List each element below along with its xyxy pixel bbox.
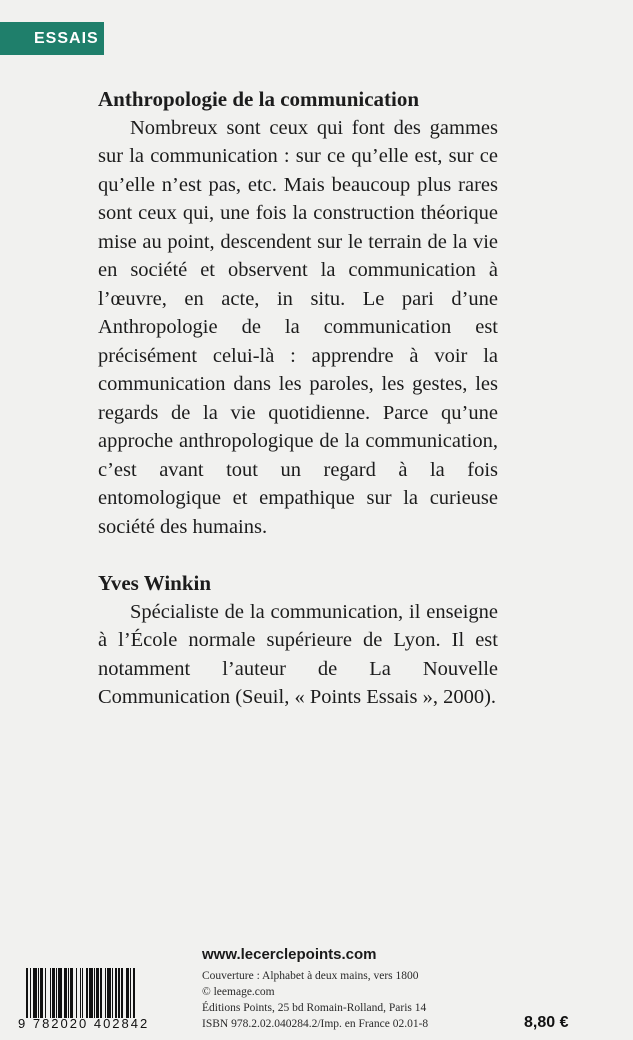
website-link[interactable]: www.lecerclepoints.com <box>202 946 377 963</box>
book-title: Anthropologie de la communication <box>98 87 420 111</box>
author-name: Yves Winkin <box>98 571 212 595</box>
book-description: Nombreux sont ceux qui font des gammes sur la communication : sur ce qu’elle est, sur ce qu’elle n’est pas, etc. Mais beaucoup plus rares sont ceux qui, une fois la construction théorique mise au point, descendent sur le terrain de la vie en société et observent la communication à l’œuvre, en acte, in situ. Le pari d’une Anthropologie de la communication est précisément celui-là : apprendre à voir la communication dans les paroles, les gestes, les regards de la vie quotidienne. Parce qu’une approche anthropologique de la communication, c’est avant tout un regard à la fois entomologique et empathique sur la curieuse société des humains. <box>98 116 498 538</box>
isbn-line: ISBN 978.2.02.040284.2/Imp. en France 02.01-8 <box>202 1018 429 1030</box>
credits-block <box>202 968 428 1032</box>
back-cover-text <box>98 85 498 712</box>
price: 8,80 € <box>524 1014 569 1031</box>
photo-credit: © leemage.com <box>202 986 275 998</box>
footer <box>0 944 633 1040</box>
cover-credit: Couverture : Alphabet à deux mains, vers 1800 <box>202 970 419 982</box>
series-tab <box>0 22 104 55</box>
series-label: ESSAIS <box>34 29 99 47</box>
publisher-address: Éditions Points, 25 bd Romain-Rolland, Paris 14 <box>202 1002 427 1014</box>
barcode-digits: 9 782020 402842 <box>18 1016 150 1031</box>
author-bio: Spécialiste de la communication, il enseigne à l’École normale supérieure de Lyon. Il est notamment l’auteur de La Nouvelle Communication (Seuil, « Points Essais », 2000). <box>98 600 498 708</box>
